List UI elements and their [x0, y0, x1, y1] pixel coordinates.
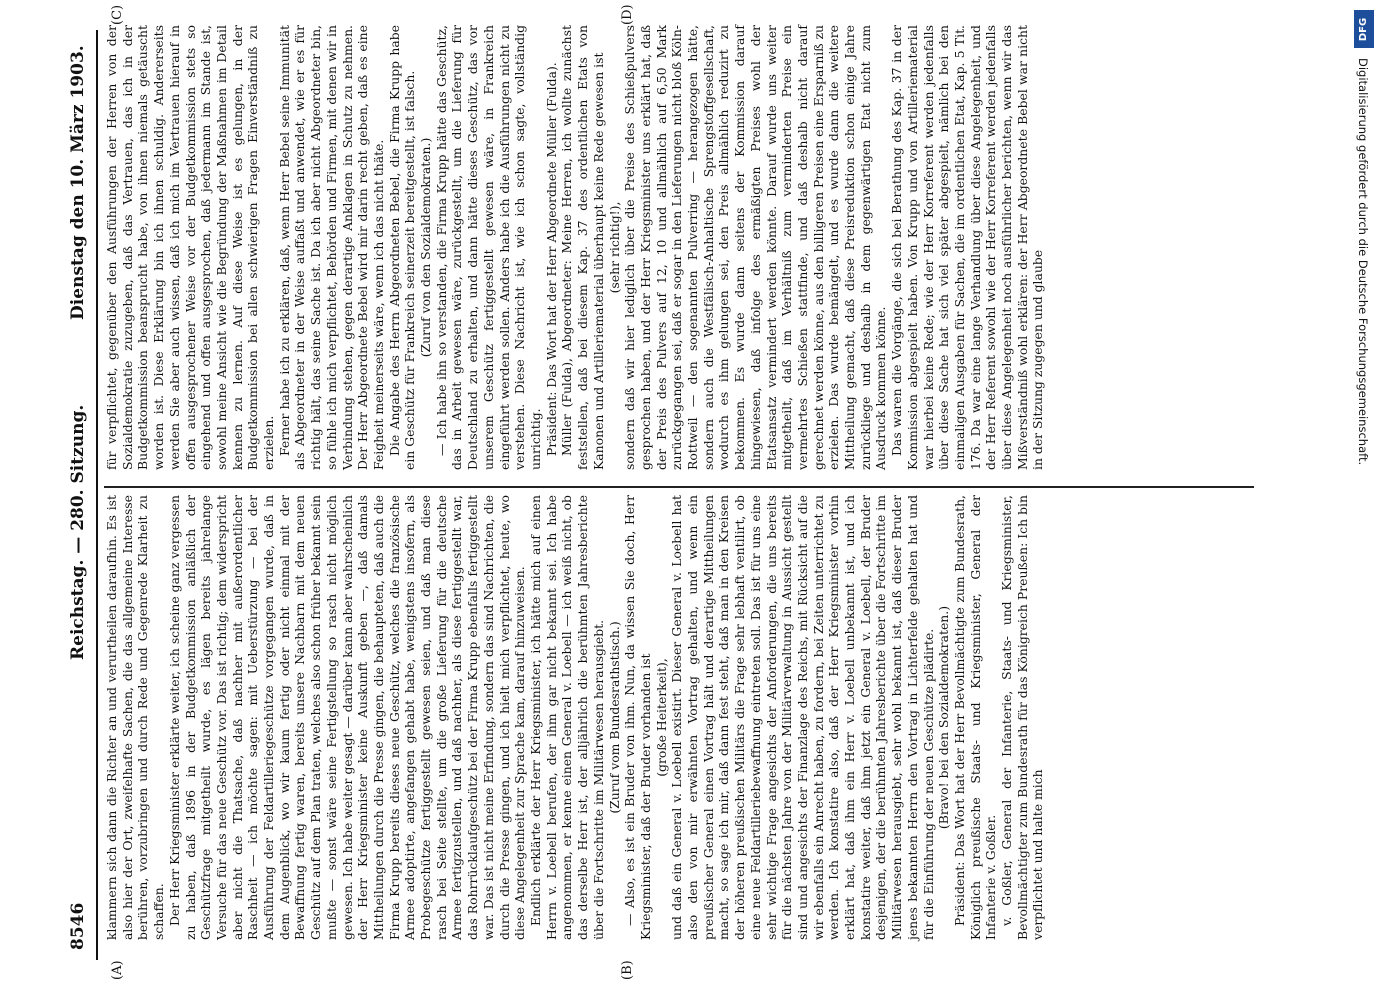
digitization-credit	[1357, 58, 1371, 658]
paragraph: für verpflichtet, gegenüber den Ausführungen der Herren von der Sozialdemokratie zuzugeben, daß das Vertrauen, das ich in der Budgetkommission beansprucht habe, von ihnen niemals getäuscht worden ist. Diese Erklärung bin ich ihnen schuldig. Andererseits werden Sie aber auch wissen, daß ich mich im Vertrauen hierauf in offen ausgesprochener Weise vor der Budgetkommission stets so eingehend und offen ausgesprochen, daß jedermann im Stande ist, sowohl meine Ansicht wie die Begründung der Maßnahmen im Detail kennen zu lernen. Auf diese Weise ist es gelungen, in der Budgetkommission bei allen schwierigen Fragen Einverständniß zu erzielen.	[104, 25, 277, 470]
interjection: (Zuruf vom Bundesrathstisch.)	[606, 621, 622, 814]
paragraph: sondern daß wir hier lediglich über die Preise des Schießpulvers gesprochen haben, und der Herr Kriegsminister uns erklärt hat, daß der Preis des Pulvers auf 12, 10 und allmählich auf 6,50 Mark zurückgegangen sei, daß er sogar in den Lieferungen nicht bloß Köln-Rottweil — den sogenannten Pulverring — herangezogen hätte, sondern auch die Westfälisch-Anhaltische Sprengstoffgesellschaft, wodurch es ihm gelungen sei, den Preis allmählich reduzirt zu bekommen. Es wurde dann seitens der Kommission darauf hingewiesen, daß infolge des ermäßigten Preises wohl der Etatsansatz vermindert werden könnte. Darauf wurde uns weiter mitgetheilt, daß im Verhältniß zum verminderten Preise ein vermehrtes Schießen stattfinde, und daß deshalb nicht darauf gerechnet werden könne, aus den billigeren Preisen eine Ersparniß zu erzielen. Das wurde bemängelt, und es wurde dann die weitere Mittheilung gemacht, daß diese Preisreduktion schon einige Jahre zurückliege und deshalb in dem gegenwärtigen Etat nicht zum Ausdruck kommen könne.	[622, 25, 889, 470]
speaker-paragraph: Müller (Fulda), Abgeordneter: Meine Herren, ich wollte zunächst feststellen, daß bei diesem Kap. 37 des ordentlichen Etats von Kanonen und Artilleriematerial überhaupt keine Rede gewesen ist	[559, 25, 606, 470]
digitization-sidebar	[1318, 0, 1383, 1000]
paragraph: Endlich erklärte der Herr Kriegsminister, ich hätte mich auf einen Herrn v. Loebell berufen, der ihm gar nicht bekannt sei. Ich habe angenommen, er kenne einen General v. Loebell — ich weiß nicht, ob das derselbe Herr ist, der alljährlich die berühmten Jahresberichte über die Fortschritte im Militärwesen herausgiebt.	[527, 495, 606, 940]
paragraph: Das waren die Vorgänge, die sich bei Berathung des Kap. 37 in der Kommission abgespielt haben. Von Krupp und von Artilleriematerial war hierbei keine Rede; wie der Herr Korreferent werden jedenfalls über diese Sache hat sich viel später abgespielt, nämlich bei den einmaligen Ausgaben für Sachen, die im ordentlichen Etat, Kap. 5 Tit. 176. Da war eine lange Verhandlung über diese Angelegenheit, und der Herr Referent sowohl wie der Herr Korreferent werden jedenfalls über diese Angelegenheit noch ausführlicher berichten, wenn wir das Mißverständniß wohl erklären: der Herr Abgeordnete Bebel war nicht in der Sitzung zugegen und glaube	[889, 25, 1046, 470]
margin-marker-c: (C)	[110, 4, 125, 25]
digitization-credit-text: Digitalisierung gefördert durch die Deutsche Forschungsgemeinschaft.	[1356, 58, 1370, 466]
speaker-paragraph: Präsident: Das Wort hat der Herr Abgeordnete Müller (Fulda).	[543, 62, 559, 456]
paragraph: klammern sich dann die Richter an und verurtheilen daraufhin. Es ist also hier der Ort, zweifelhafte Sachen, die das allgemeine Interesse berühren, vorzubringen und durch Rede und Gegenrede Klarheit zu schaffen.	[104, 495, 167, 940]
interjection: (Bravo! bei den Sozialdemokraten.)	[936, 605, 952, 830]
margin-marker-d: (D)	[620, 4, 635, 25]
dfg-logo-text: DFG	[1358, 17, 1370, 41]
page-number: 8546	[68, 902, 88, 950]
margin-marker-b: (B)	[620, 960, 635, 980]
paragraph: Die Angabe des Herrn Abgeordneten Bebel, die Firma Krupp habe ein Geschütz für Frankreich seinerzeit bereitgestellt, ist falsch.	[386, 25, 418, 470]
left-text-column	[104, 495, 1046, 940]
header-left-title: Reichstag. — 280. Sitzung.	[68, 404, 88, 660]
paragraph: und daß ein General v. Loebell existirt. Dieser General v. Loebell hat also den von mir erwähnten Vortrag gehalten, und wenn ein preußischer General einen Vortrag hält und derartige Mittheilungen macht, so sage ich mir, daß dann fest steht, daß man in den Kreisen der höheren preußischen Militärs die Frage sehr lebhaft ventilirt, ob eine neue Feldartilleriebewaffnung eintreten soll. Das ist für uns eine sehr wichtige Frage angesichts der Anforderungen, die uns bereits für die nächsten Jahre von der Militärverwaltung in Aussicht gestellt sind und angesichts der Finanzlage des Reichs, mit Rücksicht auf die wir ebenfalls ein Anrecht haben, zu fordern, bei Zeiten unterrichtet zu werden. Ich konstatire also, daß der Herr Kriegsminister vorhin erklärt hat, daß ihm ein Herr v. Loebell unbekannt ist, und ich konstatire weiter, daß ihm jetzt ein General v. Loebell, der Bruder desjenigen, der die berühmten Jahresberichte über die Fortschritte im Militärwesen herausgiebt, sehr wohl bekannt ist, daß dieser Bruder jenes bekannten Herrn den Vortrag in Lichterfelde gehalten hat und für die Einführung der neuen Geschütze plädirte.	[669, 495, 936, 940]
margin-marker-a: (A)	[110, 960, 125, 980]
speaker-paragraph: v. Goßler, General der Infanterie, Staats- und Kriegsminister, Bevollmächtigter zum Bundesrath für das Königreich Preußen: Ich bin verpflichtet und halte mich	[999, 495, 1046, 940]
speaker-paragraph: Präsident: Das Wort hat der Herr Bevollmächtigte zum Bundesrath, Königlich preußische Staats- und Kriegsminister, General der Infanterie v. Goßler.	[951, 495, 999, 940]
header-rule	[96, 30, 98, 960]
paragraph: — Also, es ist ein Bruder von ihm. Nun, da wissen Sie doch, Herr Kriegsminister, daß der Bruder vorhanden ist	[622, 495, 653, 940]
paragraph: — Ich habe ihn so verstanden, die Firma Krupp hätte das Geschütz, das in Arbeit gewesen wäre, zurückgestellt, um die Lieferung für Deutschland zu erhalten, und dann hätte dieses Geschütz, das vor unserem Geschütz fertiggestellt gewesen wäre, in Frankreich eingeführt werden sollen. Anders habe ich die Ausführungen nicht zu verstehen. Diese Nachricht ist, wie ich schon sagte, vollständig unrichtig.	[433, 25, 543, 470]
paragraph: Ferner habe ich zu erklären, daß, wenn Herr Bebel seine Immunität als Abgeordneter in der Weise auffaßt und anwendet, wie er es für richtig hält, das seine Sache ist. Da ich aber nicht Abgeordneter bin, so fühle ich mich verpflichtet, Behörden und Firmen, mit denen wir in Verbindung stehen, gegen derartige Anklagen in Schutz zu nehmen. Der Herr Abgeordnete Bebel wird mir darin recht geben, daß es eine Feigheit meinerseits wäre, wenn ich das nicht thäte.	[276, 25, 386, 470]
right-text-column	[104, 25, 1046, 470]
interjection: (sehr richtig!),	[606, 201, 622, 294]
interjection: (große Heiterkeit),	[653, 658, 669, 777]
header-right-title: Dienstag den 10. März 1903.	[68, 45, 88, 320]
interjection: (Zuruf von den Sozialdemokraten.)	[418, 137, 434, 358]
dfg-logo	[1354, 10, 1374, 48]
column-rule	[104, 487, 1254, 489]
paragraph: Der Herr Kriegsminister erklärte weiter, ich scheine ganz vergessen zu haben, daß 1896 in der Budgetkommission anläßlich der Geschützfrage mitgetheilt wurde, es lägen bereits jahrelange Versuche für das neue Geschütz vor. Das ist richtig; dem widerspricht aber nicht die Thatsache, daß nachher mit außerordentlicher Raschheit — ich möchte sagen: mit Ueberstürzung — bei der Ausführung der Feldartilleriegeschütze vorgegangen wurde, daß in dem Augenblick, wo wir kaum fertig oder nicht einmal mit der Bewaffnung fertig waren, bereits unsere Nachbarn mit dem neuen Geschütz auf dem Plan traten, welches also schon früher bekannt sein mußte — sonst wäre seine Fertigstellung so rasch nicht möglich gewesen. Ich habe weiter gesagt — darüber kann aber wahrscheinlich der Herr Kriegsminister keine Auskunft geben —, daß damals Mittheilungen durch die Presse gingen, die behaupteten, daß auch die Firma Krupp bereits dieses neue Geschütz, welches die französische Armee adoptirte, angefangen gehabt habe, wenigstens insofern, als Probegeschütze fertiggestellt gewesen seien, und daß man diese rasch bei Seite stellte, um die große Lieferung für die deutsche Armee fertigzustellen, und daß nachher, als diese fertiggestellt war, das Rohrrücklaufgeschütz bei der Firma Krupp ebenfalls fertiggestellt war. Das ist nicht meine Erfindung, sondern das sind Nachrichten, die durch die Presse gingen, und ich hielt mich verpflichtet, heute, wo diese Angelegenheit zur Sprache kam, darauf hinzuweisen.	[166, 495, 528, 940]
